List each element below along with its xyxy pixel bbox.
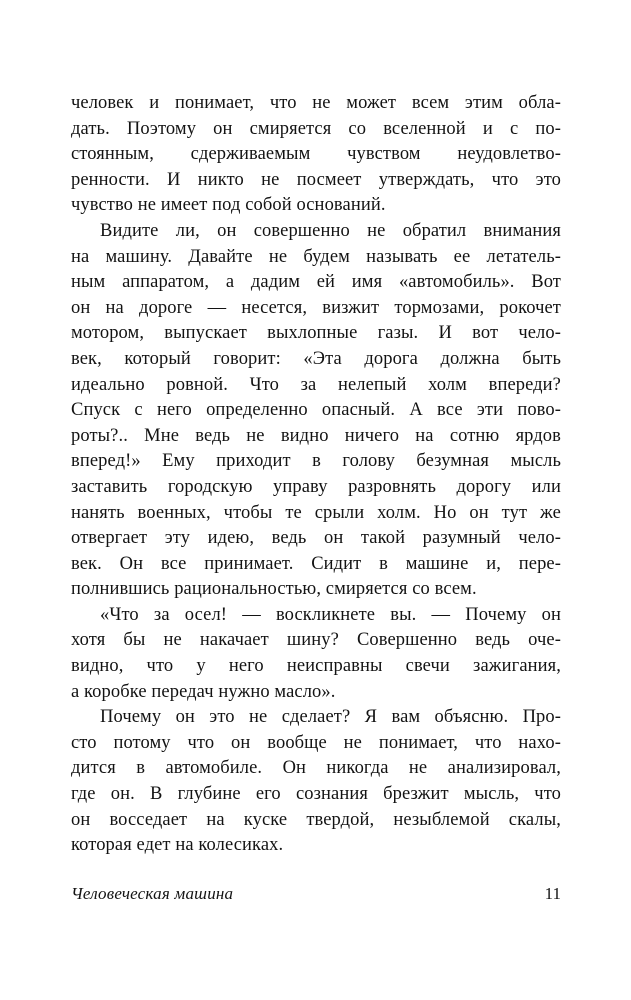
paragraph: [71, 705, 561, 859]
text-line: ренности. И никто не посмеет утверждать, что это: [71, 169, 561, 190]
text-line: заставить городскую управу разровнять дорогу или: [71, 476, 561, 497]
text-line: ным аппаратом, а дадим ей имя «автомобиль». Вот: [71, 272, 561, 293]
text-line: а коробке передач нужно масло».: [71, 681, 336, 702]
text-line: век, который говорит: «Эта дорога должна быть: [71, 348, 561, 369]
text-line: нанять военных, чтобы те срыли холм. Но он тут же: [71, 502, 561, 523]
text-line: сто потому что он вообще не понимает, что нахо-: [71, 732, 561, 753]
text-line: Почему он это не сделает? Я вам объясню. Про-: [100, 707, 561, 728]
text-line: роты?.. Мне ведь не видно ничего на сотню ярдов: [71, 425, 561, 446]
text-line: хотя бы не накачает шину? Совершенно ведь оче-: [71, 630, 561, 651]
text-line: мотором, выпускает выхлопные газы. И вот чело-: [71, 323, 561, 344]
page-number: 11: [544, 884, 561, 903]
text-line: где он. В глубине его сознания брезжит мысль, что: [71, 784, 561, 805]
paragraph: [71, 219, 561, 603]
text-line: отвергает эту идею, ведь он такой разумный чело-: [71, 528, 561, 549]
page-footer: [71, 884, 561, 904]
paragraph: [71, 603, 561, 705]
text-line: дать. Поэтому он смиряется со вселенной и с по-: [71, 118, 561, 139]
text-block: [71, 91, 561, 859]
paragraph: [71, 91, 561, 219]
running-title: Человеческая машина: [71, 884, 234, 903]
text-line: он восседает на куске твердой, незыблемой скалы,: [71, 809, 561, 830]
text-line: Спуск с него определенно опасный. А все эти пово-: [71, 400, 561, 421]
text-line: человек и понимает, что не может всем этим обла-: [71, 93, 561, 113]
text-line: на машину. Давайте не будем называть ее летатель-: [71, 246, 561, 267]
text-line: Видите ли, он совершенно не обратил внимания: [100, 220, 561, 241]
text-line: чувство не имеет под собой оснований.: [71, 195, 386, 216]
text-line: дится в автомобиле. Он никогда не анализировал,: [71, 758, 561, 779]
text-line: «Что за осел! — воскликнете вы. — Почему он: [100, 604, 561, 625]
text-line: которая едет на колесиках.: [71, 835, 284, 856]
text-line: он на дороге — несется, визжит тормозами, рокочет: [71, 297, 561, 318]
text-line: идеально ровной. Что за нелепый холм впереди?: [71, 374, 561, 395]
text-line: век. Он все принимает. Сидит в машине и, пере-: [71, 553, 561, 574]
text-line: вперед!» Ему приходит в голову безумная мысль: [71, 451, 561, 472]
text-line: полнившись рациональностью, смиряется со всем.: [71, 579, 477, 600]
text-line: стоянным, сдерживаемым чувством неудовлетво-: [71, 144, 561, 165]
text-line: видно, что у него неисправны свечи зажигания,: [71, 656, 561, 677]
